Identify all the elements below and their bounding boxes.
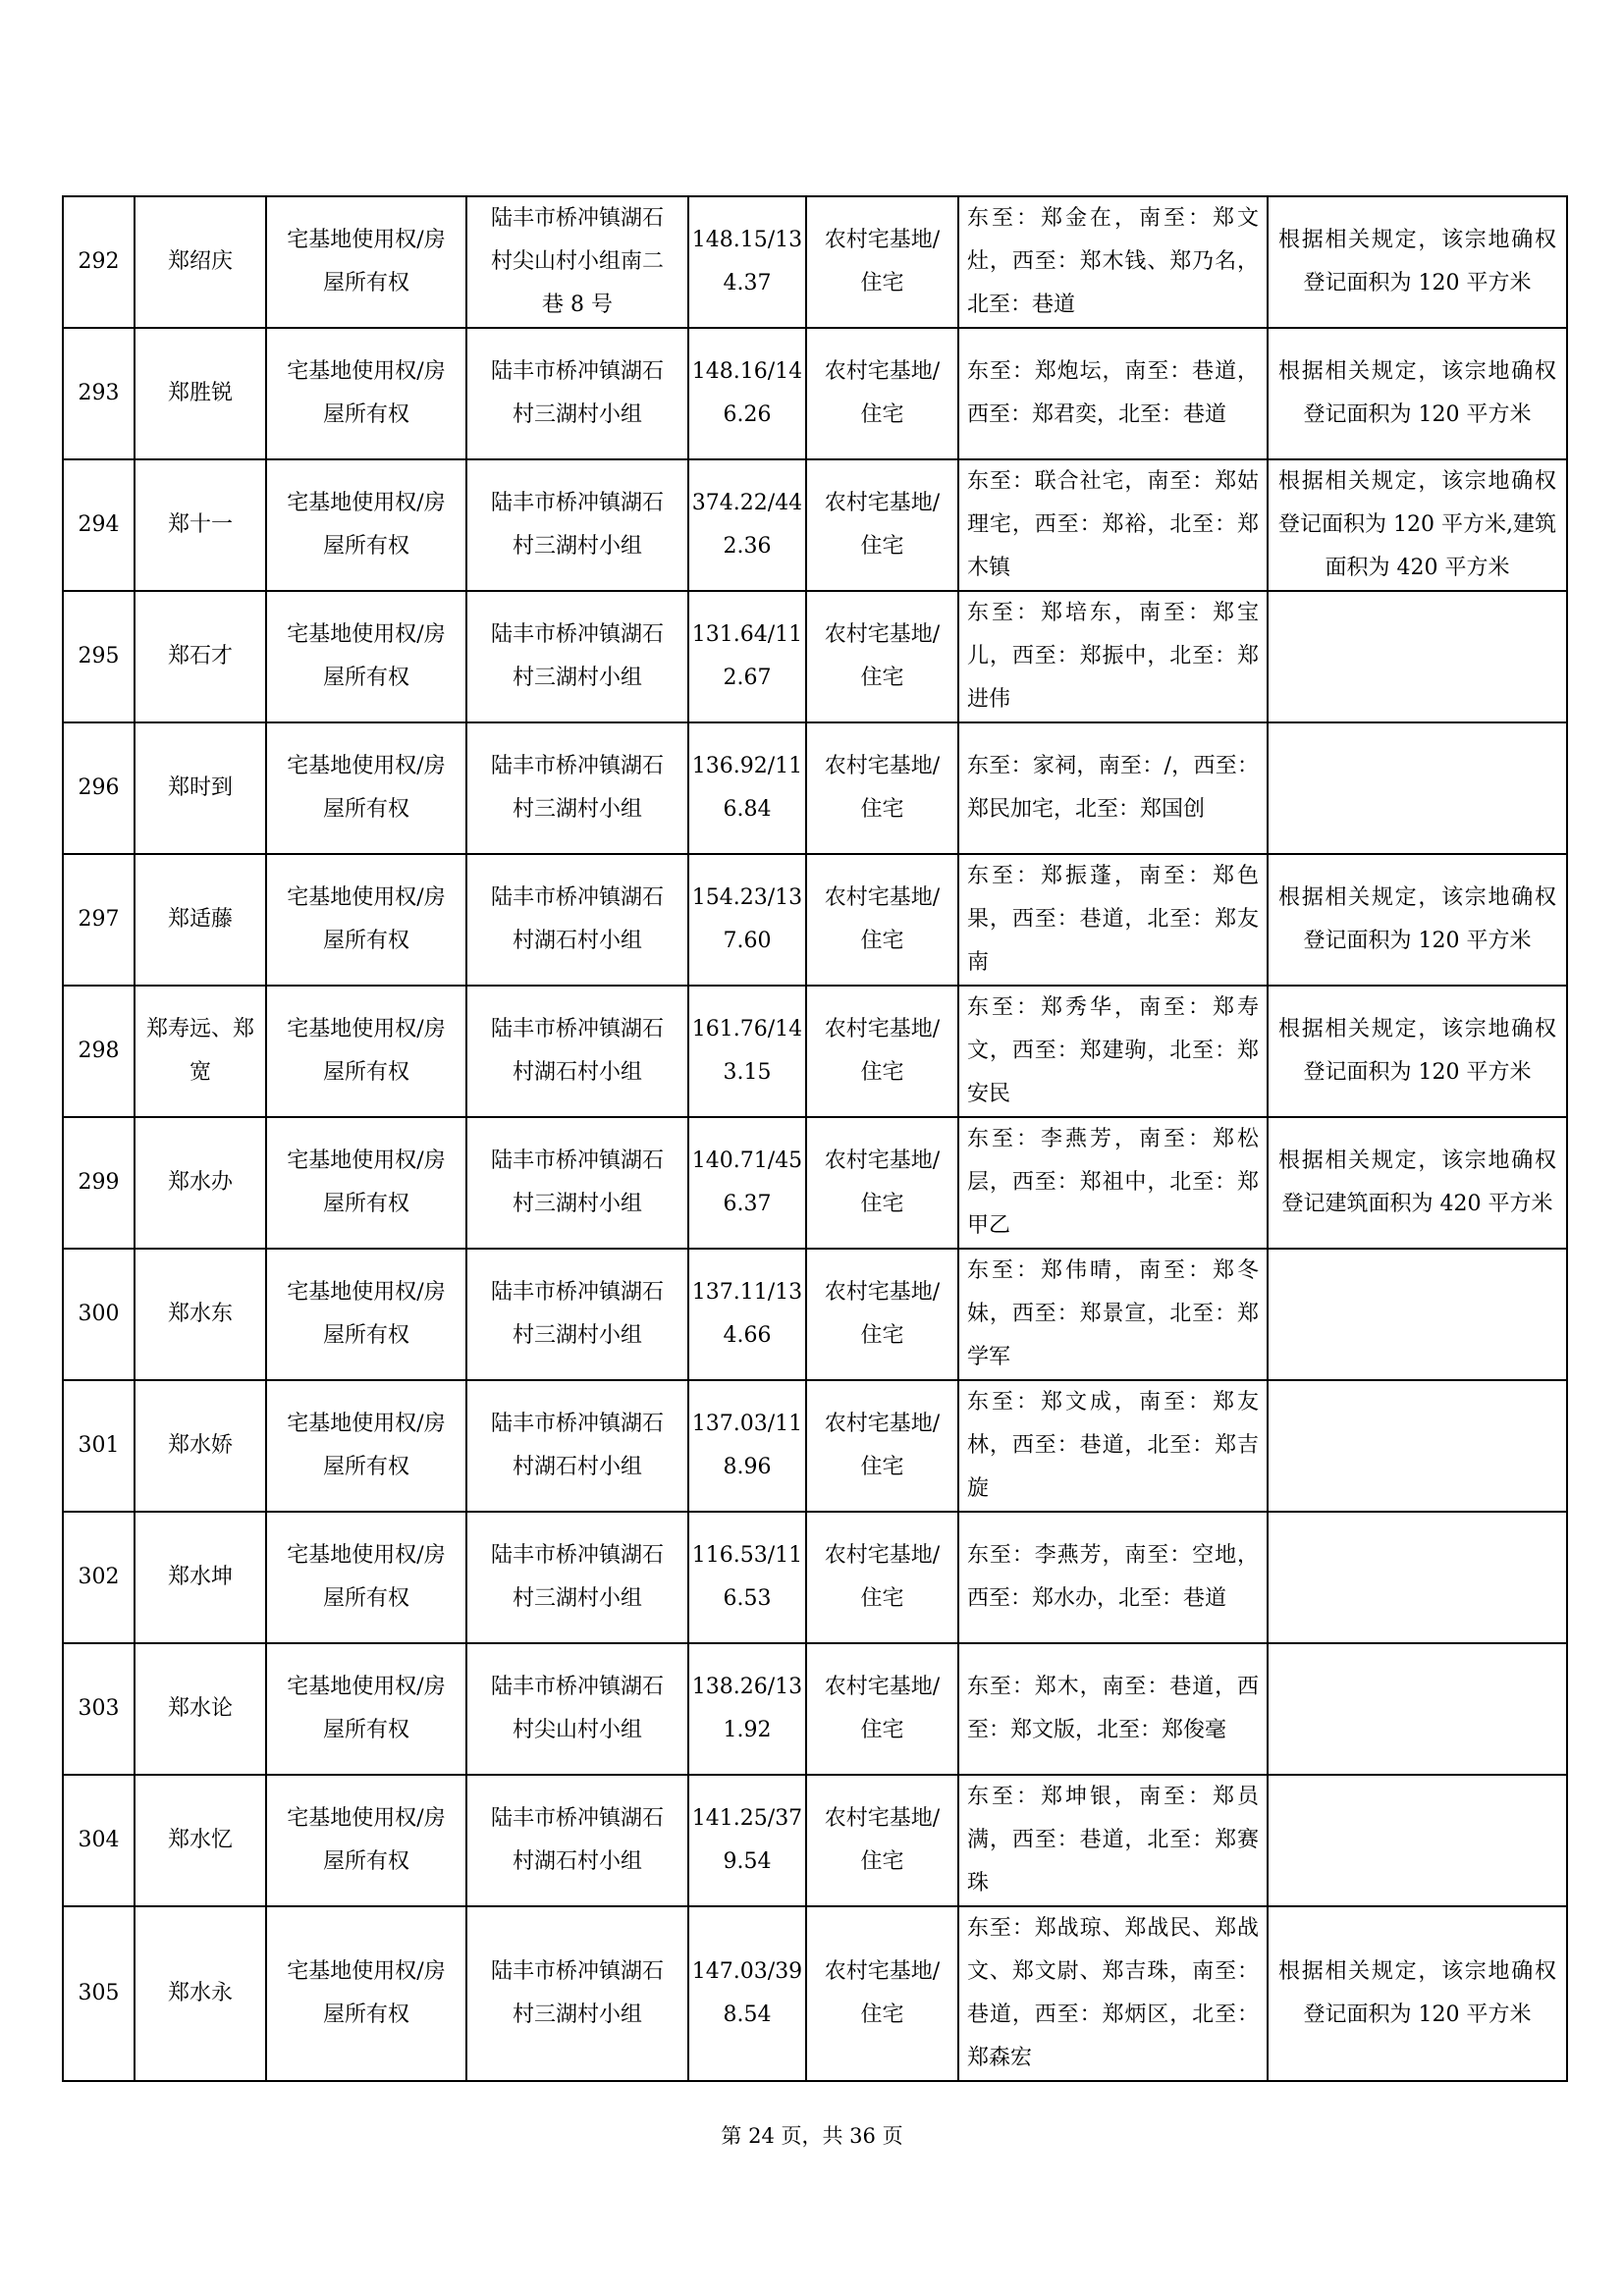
cell-owner: 郑水娇: [135, 1380, 266, 1512]
cell-owner: 郑绍庆: [135, 196, 266, 328]
cell-land-use: 农村宅基地/住宅: [806, 1775, 958, 1906]
cell-location: 陆丰市桥冲镇湖石村尖山村小组南二巷 8 号: [466, 196, 688, 328]
cell-boundaries: 东至：郑战琼、郑战民、郑战文、郑文尉、郑吉珠，南至：巷道，西至：郑炳区，北至：郑森宏: [958, 1906, 1268, 2081]
cell-land-use: 农村宅基地/住宅: [806, 196, 958, 328]
cell-remark: 根据相关规定，该宗地确权登记面积为 120 平方米,建筑面积为 420 平方米: [1268, 459, 1567, 591]
cell-right-type: 宅基地使用权/房屋所有权: [266, 1643, 466, 1775]
cell-remark: 根据相关规定，该宗地确权登记面积为 120 平方米: [1268, 328, 1567, 459]
cell-right-type: 宅基地使用权/房屋所有权: [266, 591, 466, 722]
cell-right-type: 宅基地使用权/房屋所有权: [266, 1117, 466, 1249]
cell-land-use: 农村宅基地/住宅: [806, 1249, 958, 1380]
table-row: [63, 1117, 1567, 1249]
table-row: [63, 1906, 1567, 2081]
cell-location: 陆丰市桥冲镇湖石村尖山村小组: [466, 1643, 688, 1775]
cell-owner: 郑石才: [135, 591, 266, 722]
cell-owner: 郑水忆: [135, 1775, 266, 1906]
cell-boundaries: 东至：郑金在，南至：郑文灶，西至：郑木钱、郑乃名，北至：巷道: [958, 196, 1268, 328]
cell-right-type: 宅基地使用权/房屋所有权: [266, 854, 466, 986]
cell-serial: 300: [63, 1249, 135, 1380]
cell-location: 陆丰市桥冲镇湖石村湖石村小组: [466, 986, 688, 1117]
cell-boundaries: 东至：郑炮坛，南至：巷道，西至：郑君奕，北至：巷道: [958, 328, 1268, 459]
cell-serial: 302: [63, 1512, 135, 1643]
cell-right-type: 宅基地使用权/房屋所有权: [266, 196, 466, 328]
cell-land-use: 农村宅基地/住宅: [806, 328, 958, 459]
cell-right-type: 宅基地使用权/房屋所有权: [266, 1380, 466, 1512]
page-footer: 第 24 页，共 36 页: [721, 2124, 903, 2148]
cell-remark: 根据相关规定，该宗地确权登记面积为 120 平方米: [1268, 986, 1567, 1117]
cell-land-use: 农村宅基地/住宅: [806, 1380, 958, 1512]
cell-location: 陆丰市桥冲镇湖石村湖石村小组: [466, 854, 688, 986]
cell-owner: 郑时到: [135, 722, 266, 854]
cell-remark: 根据相关规定，该宗地确权登记面积为 120 平方米: [1268, 854, 1567, 986]
cell-serial: 296: [63, 722, 135, 854]
cell-land-use: 农村宅基地/住宅: [806, 591, 958, 722]
cell-boundaries: 东至：李燕芳，南至：郑松层，西至：郑祖中，北至：郑甲乙: [958, 1117, 1268, 1249]
table-row: [63, 1249, 1567, 1380]
cell-owner: 郑寿远、郑宽: [135, 986, 266, 1117]
cell-serial: 293: [63, 328, 135, 459]
cell-area: 148.16/146.26: [688, 328, 806, 459]
table-body: [63, 196, 1567, 2081]
cell-land-use: 农村宅基地/住宅: [806, 986, 958, 1117]
cell-area: 147.03/398.54: [688, 1906, 806, 2081]
cell-area: 137.03/118.96: [688, 1380, 806, 1512]
table-row: [63, 1512, 1567, 1643]
table-row: [63, 986, 1567, 1117]
cell-area: 140.71/456.37: [688, 1117, 806, 1249]
cell-serial: 295: [63, 591, 135, 722]
cell-serial: 304: [63, 1775, 135, 1906]
cell-remark: [1268, 1775, 1567, 1906]
cell-owner: 郑水东: [135, 1249, 266, 1380]
cell-owner: 郑十一: [135, 459, 266, 591]
cell-serial: 298: [63, 986, 135, 1117]
cell-serial: 297: [63, 854, 135, 986]
cell-serial: 303: [63, 1643, 135, 1775]
cell-owner: 郑适藤: [135, 854, 266, 986]
cell-land-use: 农村宅基地/住宅: [806, 854, 958, 986]
cell-remark: [1268, 591, 1567, 722]
cell-remark: 根据相关规定，该宗地确权登记面积为 120 平方米: [1268, 1906, 1567, 2081]
cell-location: 陆丰市桥冲镇湖石村三湖村小组: [466, 459, 688, 591]
table-row: [63, 459, 1567, 591]
cell-right-type: 宅基地使用权/房屋所有权: [266, 328, 466, 459]
cell-location: 陆丰市桥冲镇湖石村三湖村小组: [466, 591, 688, 722]
cell-serial: 305: [63, 1906, 135, 2081]
cell-area: 116.53/116.53: [688, 1512, 806, 1643]
land-rights-table: [62, 195, 1568, 2082]
cell-remark: 根据相关规定，该宗地确权登记建筑面积为 420 平方米: [1268, 1117, 1567, 1249]
cell-area: 141.25/379.54: [688, 1775, 806, 1906]
table-row: [63, 591, 1567, 722]
cell-area: 136.92/116.84: [688, 722, 806, 854]
cell-area: 138.26/131.92: [688, 1643, 806, 1775]
cell-right-type: 宅基地使用权/房屋所有权: [266, 986, 466, 1117]
cell-serial: 299: [63, 1117, 135, 1249]
cell-boundaries: 东至：联合社宅，南至：郑姑理宅，西至：郑裕，北至：郑木镇: [958, 459, 1268, 591]
cell-area: 131.64/112.67: [688, 591, 806, 722]
cell-location: 陆丰市桥冲镇湖石村湖石村小组: [466, 1775, 688, 1906]
cell-location: 陆丰市桥冲镇湖石村三湖村小组: [466, 1117, 688, 1249]
cell-location: 陆丰市桥冲镇湖石村湖石村小组: [466, 1380, 688, 1512]
table-row: [63, 854, 1567, 986]
cell-owner: 郑水永: [135, 1906, 266, 2081]
cell-area: 148.15/134.37: [688, 196, 806, 328]
table-row: [63, 1775, 1567, 1906]
cell-boundaries: 东至：郑坤银，南至：郑员满，西至：巷道，北至：郑赛珠: [958, 1775, 1268, 1906]
cell-serial: 301: [63, 1380, 135, 1512]
cell-right-type: 宅基地使用权/房屋所有权: [266, 1512, 466, 1643]
cell-right-type: 宅基地使用权/房屋所有权: [266, 1775, 466, 1906]
cell-location: 陆丰市桥冲镇湖石村三湖村小组: [466, 1906, 688, 2081]
cell-land-use: 农村宅基地/住宅: [806, 1906, 958, 2081]
cell-remark: [1268, 1249, 1567, 1380]
cell-right-type: 宅基地使用权/房屋所有权: [266, 722, 466, 854]
cell-land-use: 农村宅基地/住宅: [806, 1512, 958, 1643]
cell-boundaries: 东至：郑文成，南至：郑友林，西至：巷道，北至：郑吉旋: [958, 1380, 1268, 1512]
cell-owner: 郑胜锐: [135, 328, 266, 459]
cell-right-type: 宅基地使用权/房屋所有权: [266, 459, 466, 591]
cell-land-use: 农村宅基地/住宅: [806, 722, 958, 854]
table-row: [63, 196, 1567, 328]
cell-boundaries: 东至：李燕芳，南至：空地，西至：郑水办，北至：巷道: [958, 1512, 1268, 1643]
cell-boundaries: 东至：郑木，南至：巷道，西至：郑文版，北至：郑俊毫: [958, 1643, 1268, 1775]
table-row: [63, 328, 1567, 459]
cell-area: 161.76/143.15: [688, 986, 806, 1117]
cell-location: 陆丰市桥冲镇湖石村三湖村小组: [466, 722, 688, 854]
cell-area: 374.22/442.36: [688, 459, 806, 591]
table-row: [63, 1643, 1567, 1775]
cell-location: 陆丰市桥冲镇湖石村三湖村小组: [466, 1249, 688, 1380]
cell-boundaries: 东至：郑秀华，南至：郑寿文，西至：郑建驹，北至：郑安民: [958, 986, 1268, 1117]
cell-land-use: 农村宅基地/住宅: [806, 1117, 958, 1249]
cell-right-type: 宅基地使用权/房屋所有权: [266, 1249, 466, 1380]
cell-land-use: 农村宅基地/住宅: [806, 1643, 958, 1775]
cell-remark: [1268, 722, 1567, 854]
cell-serial: 292: [63, 196, 135, 328]
cell-owner: 郑水办: [135, 1117, 266, 1249]
cell-location: 陆丰市桥冲镇湖石村三湖村小组: [466, 1512, 688, 1643]
cell-location: 陆丰市桥冲镇湖石村三湖村小组: [466, 328, 688, 459]
cell-owner: 郑水坤: [135, 1512, 266, 1643]
cell-area: 154.23/137.60: [688, 854, 806, 986]
table-row: [63, 1380, 1567, 1512]
table-row: [63, 722, 1567, 854]
cell-boundaries: 东至：郑振蓬，南至：郑色果，西至：巷道，北至：郑友南: [958, 854, 1268, 986]
cell-owner: 郑水论: [135, 1643, 266, 1775]
cell-remark: 根据相关规定，该宗地确权登记面积为 120 平方米: [1268, 196, 1567, 328]
cell-boundaries: 东至：郑伟晴，南至：郑冬妹，西至：郑景宣，北至：郑学军: [958, 1249, 1268, 1380]
cell-boundaries: 东至：家祠，南至：/，西至：郑民加宅，北至：郑国创: [958, 722, 1268, 854]
cell-area: 137.11/134.66: [688, 1249, 806, 1380]
cell-remark: [1268, 1643, 1567, 1775]
cell-remark: [1268, 1380, 1567, 1512]
cell-serial: 294: [63, 459, 135, 591]
cell-land-use: 农村宅基地/住宅: [806, 459, 958, 591]
cell-right-type: 宅基地使用权/房屋所有权: [266, 1906, 466, 2081]
cell-boundaries: 东至：郑培东，南至：郑宝儿，西至：郑振中，北至：郑进伟: [958, 591, 1268, 722]
cell-remark: [1268, 1512, 1567, 1643]
